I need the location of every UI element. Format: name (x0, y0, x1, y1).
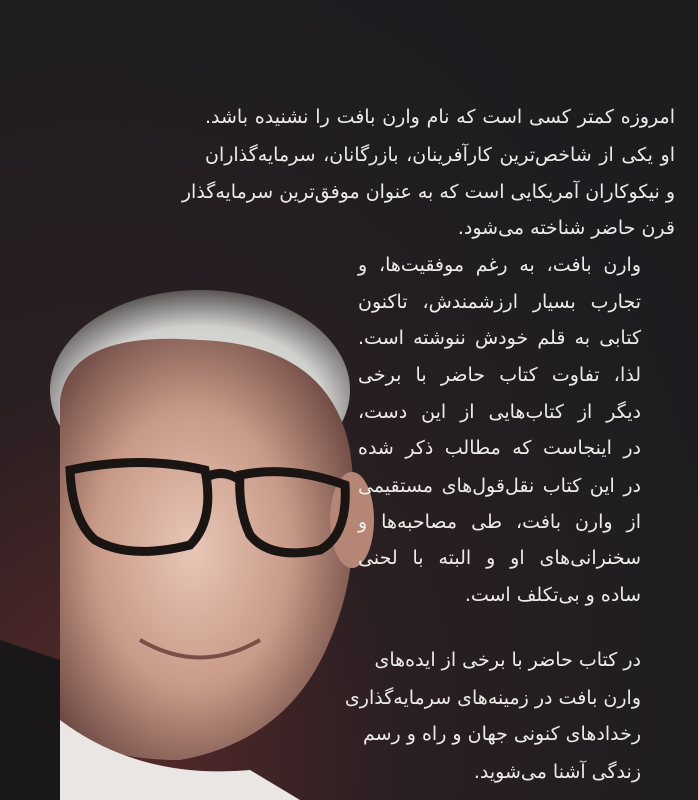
text-line: در این کتاب نقل‌قول‌های مستقیمی (358, 475, 641, 497)
tie (0, 640, 60, 800)
text-line: زندگی آشنا می‌شوید. (473, 761, 641, 783)
text-line: قرن حاضر شناخته می‌شود. (457, 217, 675, 239)
text-line: دیگر از کتاب‌هایی از این دست، (358, 401, 641, 423)
text-line: از وارن بافت، طی مصاحبه‌ها و (358, 511, 641, 533)
text-line: امروزه کمتر کسی است که نام وارن بافت را نشنیده باشد. (205, 106, 675, 128)
text-line: و نیکوکاران آمریکایی است که به عنوان موفق‌ترین سرمایه‌گذار (181, 181, 675, 203)
text-line: کتابی به قلم خودش ننوشته است. (358, 327, 641, 349)
text-line: وارن بافت، به رغم موفقیت‌ها، و (358, 254, 641, 276)
text-line: تجارب بسیار ارزشمندش، تاکنون (358, 291, 641, 313)
text-line: رخدادهای کنونی جهان و راه و رسم (362, 723, 641, 745)
text-line: در اینجاست که مطالب ذکر شده (358, 437, 641, 459)
text-line: در کتاب حاضر با برخی از ایده‌های (374, 649, 641, 671)
text-line: سخنرانی‌های او و البته با لحنی (358, 547, 641, 569)
text-line: او یکی از شاخص‌ترین کارآفرینان، بازرگانان، سرمایه‌گذاران (205, 144, 675, 166)
text-line: لذا، تفاوت کتاب حاضر با برخی (358, 364, 641, 386)
text-line: وارن بافت در زمینه‌های سرمایه‌گذاری (344, 687, 641, 709)
text-line: ساده و بی‌تکلف است. (464, 584, 641, 606)
